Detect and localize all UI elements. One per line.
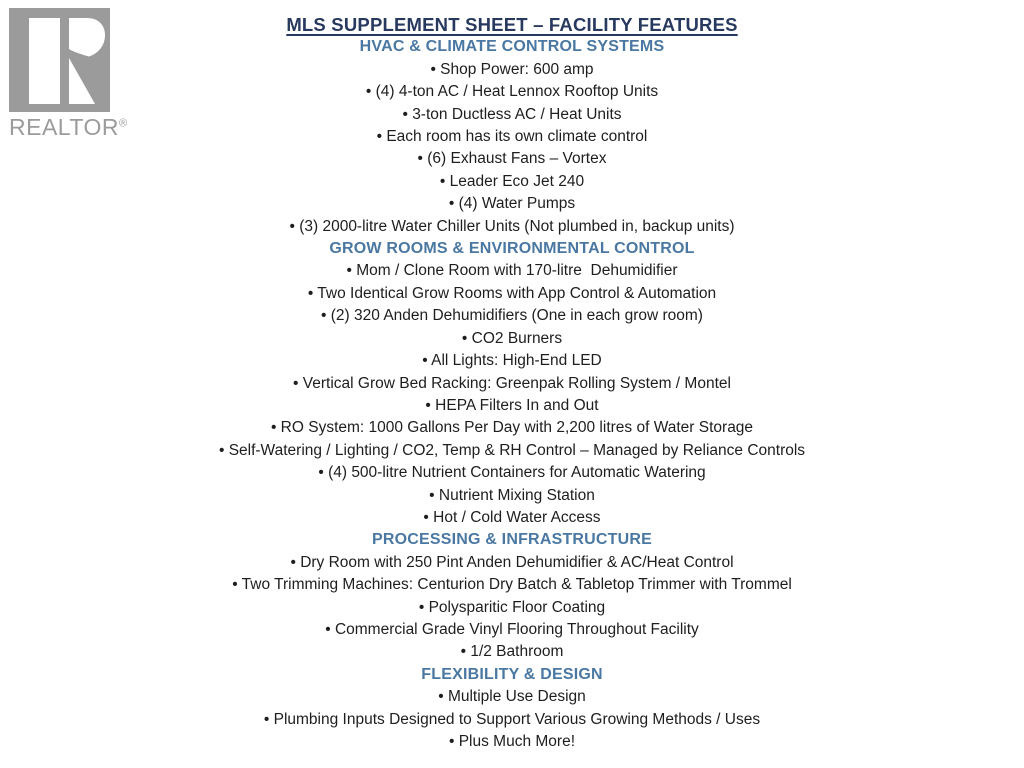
bullet-item-text: Multiple Use Design [447,688,586,706]
bullet-item-text: (6) Exhaust Fans – Vortex [427,150,607,168]
bullet-item [0,283,1024,305]
bullet-item [0,597,1024,619]
bullet-item-text: Two Identical Grow Rooms with App Control & Automation [317,284,717,302]
bullet-marker: • [418,598,429,616]
bullet-item [0,440,1024,462]
bullet-item-text: Plus Much More! [458,733,576,750]
bullet-marker: • [293,374,303,392]
bullet-marker: • [461,329,472,347]
bullet-item [0,260,1024,282]
bullet-marker: • [425,396,436,414]
bullet-item [0,395,1024,417]
bullet-item [0,373,1024,395]
bullet-item-text: Plumbing Inputs Designed to Support Various Growing Methods / Uses [273,710,761,728]
bullet-marker: • [325,620,335,638]
bullet-item [0,171,1024,193]
bullet-item [0,104,1024,126]
bullet-item [0,462,1024,484]
bullet-item [0,328,1024,350]
bullet-item-text: Leader Eco Jet 240 [449,172,585,190]
section-heading: GROW ROOMS & ENVIRONMENTAL CONTROL [329,240,695,258]
bullet-marker: • [270,419,281,437]
bullet-item [0,193,1024,215]
bullet-item-text: Nutrient Mixing Station [438,486,595,504]
bullet-marker: • [402,105,413,123]
page-title: MLS SUPPLEMENT SHEET – FACILITY FEATURES [286,14,738,35]
bullet-item-text: CO2 Burners [471,329,563,347]
bullet-item-text: RO System: 1000 Gallons Per Day with 2,200 litres of Water Storage [280,419,754,437]
bullet-marker: • [429,486,439,504]
section-heading: FLEXIBILITY & DESIGN [421,665,603,683]
bullet-marker: • [376,128,387,146]
bullet-item [0,417,1024,439]
bullet-marker: • [460,643,471,661]
bullet-marker: • [430,60,441,78]
bullet-marker: • [232,576,242,594]
registered-trademark-symbol: ® [119,117,128,130]
bullet-marker: • [423,508,434,526]
bullet-item [0,148,1024,170]
bullet-item-text: Polysparitic Floor Coating [428,598,606,616]
bullet-marker: • [438,688,448,706]
bullet-item [0,507,1024,529]
bullet-item [0,305,1024,327]
bullet-item [0,641,1024,663]
bullet-item-text: Self-Watering / Lighting / CO2, Temp & RH Control – Managed by Reliance Controls [228,441,806,459]
bullet-item [0,574,1024,596]
bullet-item-text: Each room has its own climate control [386,128,648,146]
bullet-item-text: Shop Power: 600 amp [440,60,594,78]
bullet-marker: • [365,83,376,101]
section-heading: HVAC & CLIMATE CONTROL SYSTEMS [359,38,665,56]
bullet-item-text: (4) Water Pumps [458,195,576,213]
bullet-item [0,709,1024,731]
bullet-item-text: All Lights: High-End LED [431,352,602,370]
section-heading: PROCESSING & INFRASTRUCTURE [371,531,653,549]
bullet-item-text: (2) 320 Anden Dehumidifiers (One in each grow room) [330,307,703,325]
bullet-marker: • [439,172,450,190]
bullet-item [0,485,1024,507]
bullet-marker: • [346,262,357,280]
bullet-item-text: Mom / Clone Room with 170-litre Dehumidifier [356,262,678,280]
bullet-item [0,350,1024,372]
bullet-item [0,59,1024,81]
bullet-item-text: Commercial Grade Vinyl Flooring Throughout Facility [334,620,699,638]
bullet-item-text: (4) 4-ton AC / Heat Lennox Rooftop Units [375,83,659,101]
bullet-item [0,216,1024,238]
bullet-marker: • [321,307,331,325]
bullet-item-text: 1/2 Bathroom [470,643,564,661]
bullet-item-text: Two Trimming Machines: Centurion Dry Batch & Tabletop Trimmer with Trommel [241,576,792,594]
bullet-item [0,686,1024,708]
bullet-item [0,619,1024,641]
bullet-item-text: HEPA Filters In and Out [435,396,599,414]
bullet-item [0,552,1024,574]
bullet-marker: • [422,352,432,370]
bullet-marker: • [318,464,329,482]
bullet-marker: • [218,441,229,459]
bullet-item [0,731,1024,753]
bullet-item-text: (3) 2000-litre Water Chiller Units (Not plumbed in, backup units) [299,217,735,235]
bullet-marker: • [289,217,300,235]
bullet-item [0,126,1024,148]
bullet-item-text: Dry Room with 250 Pint Anden Dehumidifier & AC/Heat Control [300,553,734,571]
bullet-item-text: Hot / Cold Water Access [433,508,601,526]
bullet-marker: • [448,195,459,213]
bullet-marker: • [290,553,301,571]
bullet-item-text: Vertical Grow Bed Racking: Greenpak Rolling System / Montel [302,374,731,392]
bullet-marker: • [417,150,428,168]
bullet-marker: • [448,733,459,750]
sections-container [0,36,1024,753]
bullet-item-text: (4) 500-litre Nutrient Containers for Automatic Watering [328,464,706,482]
bullet-marker: • [307,284,318,302]
realtor-wordmark-text: REALTOR [9,114,120,140]
bullet-item-text: 3-ton Ductless AC / Heat Units [412,105,622,123]
bullet-item [0,81,1024,103]
bullet-marker: • [263,710,274,728]
